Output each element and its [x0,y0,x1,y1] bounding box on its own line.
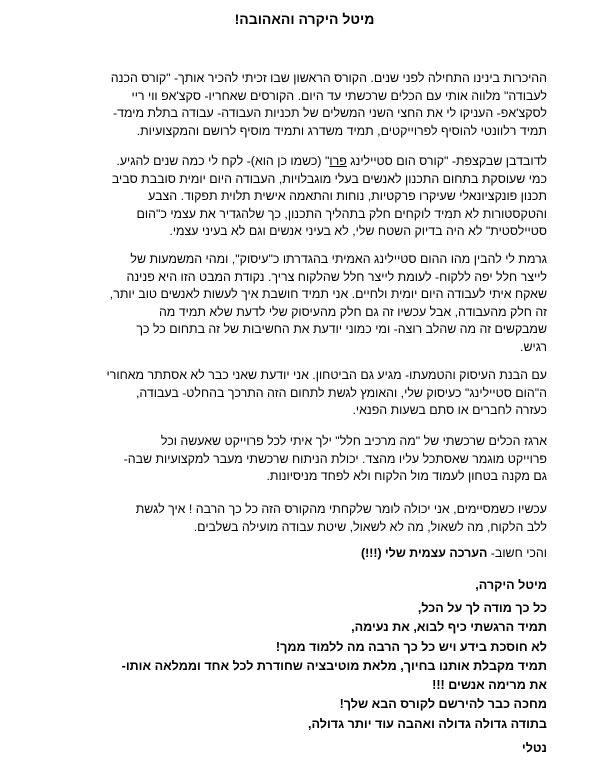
closing-line: תמיד הרגשתי כיף לבוא, את נעימה, [351,620,547,635]
closing-line: תמיד מקבלת אותנו בחיוך, מלאת מוטיבציה שחודרת לכל אחד וממלאה אותו- [121,658,547,673]
paragraph-line: תכנון פונקציונאלי שעיקרו פרקטיות, נוחות והתאמה אישית תלוית תפקוד. הצבע [148,189,547,204]
paragraph-4 [57,367,547,420]
paragraph-line: לייצר חלל יפה ללקוח- לעומת לייצר חלל שהלקוח צריך. נקודת המבט הזו היא פנינה [126,269,547,284]
paragraph-line: סטיילסטית" לא היה בדיוק השטח שלי, לא בעיני אנשים וגם לא בעיני עצמי. [169,224,547,239]
text-run: לדובדבן שבקצפת- "קורס הום סטיילינג [346,154,547,168]
paragraph-1 [57,70,547,140]
assessment-heading: הערכה עצמית שלי (!!!) [360,546,488,560]
paragraph-line: גם מקנה בטחון לעמוד מול הלקוח ולא לפחד מניסיונות. [266,469,547,484]
paragraph-line: זה חלק מהעבודה, אבל עכשיו זה גם חלק מהעיסוק שלי לדעת שלא תמיד מה [158,304,547,319]
paragraph-line: רגיש. [520,339,547,354]
paragraph-5 [57,433,547,486]
paragraph-6 [57,501,547,536]
paragraph-line [57,545,547,563]
page-title: מיטל היקרה והאהובה! [234,11,375,27]
assessment-prefix: והכי חשוב- [487,546,547,560]
paragraph-line: שאקח איתי לעבודה היום יומית ולחיים. אני תמיד חושבת איך לעשות לאנשים טוב יותר, [109,287,547,302]
paragraph-line: ה"הום סטיילינג" כעיסוק שלי, והאומץ לגשת לתחום הזה התרכך בהחלט- בעבודה, [135,385,547,400]
text-run: " (כשמו כן הוא)- לקח לי כמה שנים להגיע. [116,154,330,168]
closing-line: כל כך מודה לך על הכל, [417,601,547,615]
paragraph-line: עם הבנת העיסוק והטמעתו- מגיע גם הביטחון. אני יודעת שאני כבר לא אסתתר מאחורי [106,368,547,382]
paragraph-line: כמי שעוסקת בתחום התכנון לאנשים בעלי מוגבלויות, העבודה היום יומית סובבת סביב [111,171,547,186]
letter-closing [7,599,547,734]
closing-line: בתודה גדולה גדולה ואהבה עוד יותר גדולה, [307,716,547,731]
paragraph-line: כעזרה לחברים או סתם בשעות הפנאי. [352,403,547,418]
paragraph-line: לעבודה" מלווה אותי עם הכלים שרכשתי עד היום. הקורסים שאחריו- סקצ'אפ ווי ריי [131,88,547,103]
paragraph-line: פרוייקט מוגמר שאסתכל עליו מהצד. יכולת הניתוח שרכשתי מעבר למקצועיות שבה- [123,451,547,466]
closing-line: לא חוסכת בידע ויש כל כך הרבה מה ללמוד ממך! [275,639,547,654]
paragraph-line: ארגז הכלים שרכשתי של "מה מרכיב חלל" ילך איתי לכל פרוייקט שאעשה וכל [160,434,547,448]
paragraph-line: תמיד רלוונטי להוסיף לפרוייקטים, תמיד משדרג ותמיד מוסיף לרושם והמקצועיות. [136,123,547,138]
assessment-line [57,545,547,563]
signature: נטלי [521,741,547,755]
paragraph-line: גרמת לי להבין מהו ההום סטיילינג האמיתי בהגדרתו כ"עיסוק", ומהי המשמעות של [130,252,547,266]
paragraph-line: ללב הלקוח, מה לשאול, מה לא לשאול, שיטת עבודה מועילה בשלבים. [193,519,547,534]
paragraph-line: והטקסטורות לא תמיד לוקחים חלק בתהליך התכנון, כך שלהגדיר את עצמי כ"הום [136,206,547,221]
paragraph-3 [57,251,547,357]
closing-line: את מרימה אנשים !!! [432,678,547,693]
paragraph-line: שמבקשים זה מה שהלב רוצה- ומי כמוני יודעת את החשיבות של זה בתחום כל כך [136,322,547,337]
paragraph-line: ההיכרות בינינו התחילה לפני שנים. הקורס הראשון שבו זכיתי להכיר אותך- "קורס הכנה [110,71,547,85]
underlined-word: פרו [329,154,347,168]
paragraph-line: לסקצ'אפ- העניקו לי את החצי השני המשלים של תכניות העבודה- עבודה בתלת מימד- [113,106,547,121]
paragraph-2 [57,153,547,241]
closing-line: מחכה כבר להירשם לקורס הבא שלך! [339,697,547,712]
paragraph-line: עכשיו כשמסיימים, אני יכולה לומר שלקחתי מהקורס הזה כל כך הרבה ! איך לגשת [135,502,547,516]
paragraph-line [57,153,547,171]
letter-greeting: מיטל היקרה, [475,578,547,592]
